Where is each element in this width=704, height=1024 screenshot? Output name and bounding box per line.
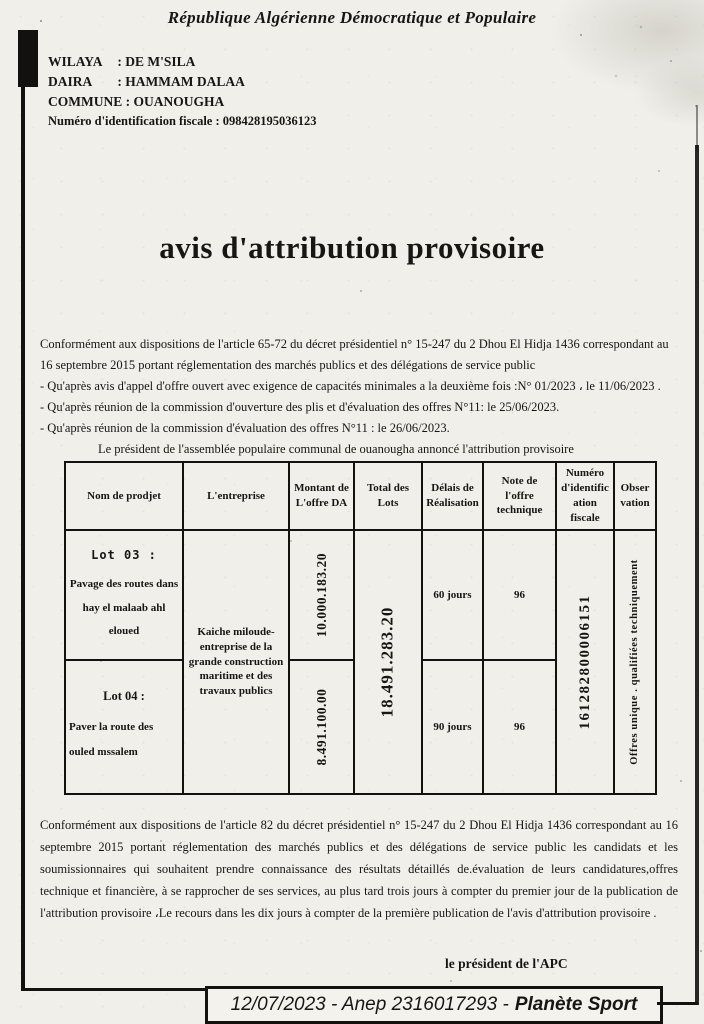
cell-entreprise: Kaiche miloude- entreprise de la grande construction maritime et des travaux publics: [183, 530, 289, 794]
intro-paragraphs: [40, 334, 676, 460]
publication-footer: [205, 986, 663, 1024]
commune-label: COMMUNE :: [48, 94, 131, 109]
cell-lot03-montant: [289, 530, 354, 660]
total-lots-value: 18.491.283.20: [377, 606, 397, 718]
document-title: avis d'attribution provisoire: [159, 230, 545, 265]
signature-text: le président de l'APC: [445, 956, 568, 971]
header-total-lots: Total des Lots: [354, 462, 422, 530]
scan-artifact-right-line-faint: [696, 105, 698, 150]
commune-row: [48, 92, 245, 112]
lot04-montant-value: 8.491.100.00: [313, 688, 329, 766]
fiscal-id-row: [48, 114, 317, 129]
scan-artifact-block: [18, 30, 38, 87]
footer-date-anep: 12/07/2023 - Anep 2316017293 -: [230, 994, 509, 1015]
cell-lot04-delais: 90 jours: [422, 660, 483, 794]
header-nom-de-projet: Nom de prodjet: [65, 462, 183, 530]
award-table: [64, 461, 657, 795]
footer-rule-left: [22, 988, 207, 991]
table-row-lot03: [65, 530, 656, 660]
commune-value: OUANOUGHA: [133, 94, 225, 109]
lot03-description: Pavage des routes dans hay el malaab ahl eloued: [69, 578, 179, 637]
observation-value: Offres unique . qualifiées techniquement: [629, 559, 641, 765]
header-numero-fiscal: Numéro d'identific ation fiscale: [556, 462, 614, 530]
republic-heading: République Algérienne Démocratique et Populaire: [167, 8, 537, 27]
cell-lot04-montant: [289, 660, 354, 794]
wilaya-label: WILAYA: [48, 54, 103, 69]
daira-value: : HAMMAM DALAA: [117, 74, 245, 89]
fiscal-id-label: Numéro d'identification fiscale :: [48, 114, 220, 128]
signature-line: [0, 956, 704, 972]
header-observation: Obser vation: [614, 462, 656, 530]
admin-block: [48, 52, 245, 112]
header-montant: Montant de L'offre DA: [289, 462, 354, 530]
intro-line-1: Conformément aux dispositions de l'article 65-72 du décret présidentiel n° 15-247 du 2 Dhou El Hidja 1436 correspondant au 16 septembre 2015 portant réglementation des marchés publics et des délégations de service public: [40, 337, 669, 372]
table-header-row: [65, 462, 656, 530]
cell-lot03-name: [65, 530, 183, 660]
scan-artifact-left-line: [21, 85, 25, 991]
daira-label: DAIRA: [48, 74, 93, 89]
cell-lot04-note: 96: [483, 660, 556, 794]
intro-line-3: - Qu'après réunion de la commission d'ouverture des plis et d'évaluation des offres N°11: le 25/06/2023.: [40, 400, 560, 414]
closing-paragraph: Conformément aux dispositions de l'article 82 du décret présidentiel n° 15-247 du 2 Dhou El Hidja 1436 correspondant au 16 septembre 2015 portant réglementation des marchés publics et des délégations de service public les candidats et les soumissionnaires qui souhaitent prendre connaissance des résultats détaillés de.évaluation de leurs candidatures,offres technique et financière, à se rapprocher de ses services, au plus tard trois jours à compter du premier jour de la publication de l'attribution provisoire ،Le recours dans les dix jours à compter de la première publication de l'avis d'attribution provisoire .: [40, 818, 678, 920]
cell-observation: [614, 530, 656, 794]
wilaya-value: : DE M'SILA: [117, 54, 196, 69]
scan-artifact-right-line: [695, 145, 699, 1005]
daira-row: [48, 72, 245, 92]
cell-numero-fiscal: [556, 530, 614, 794]
cell-total-lots: [354, 530, 422, 794]
intro-line-4: - Qu'après réunion de la commission d'évaluation des offres N°11 : le 26/06/2023.: [40, 421, 450, 435]
cell-lot04-name: [65, 660, 183, 794]
intro-line-5: Le président de l'assemblée populaire communal de ouanougha annoncé l'attribution provisoire: [98, 442, 574, 456]
numero-fiscal-value: 161282800006151: [576, 594, 593, 730]
lot03-montant-value: 10.000.183.20: [313, 552, 329, 638]
footer-brand: Planète Sport: [514, 994, 638, 1015]
header-entreprise: L'entreprise: [183, 462, 289, 530]
header-note-technique: Note de l'offre technique: [483, 462, 556, 530]
lot04-title: Lot 04 :: [103, 689, 145, 704]
intro-line-2: - Qu'après avis d'appel d'offre ouvert avec exigence de capacités minimales a la deuxième fois :N° 01/2023 ، le 11/06/2023 .: [40, 379, 661, 393]
cell-lot03-delais: 60 jours: [422, 530, 483, 660]
lot04-description: Paver la route des ouled mssalem: [69, 721, 154, 759]
cell-lot03-note: 96: [483, 530, 556, 660]
wilaya-row: [48, 52, 245, 72]
footer-rule-right: [657, 1002, 698, 1005]
header-delais: Délais de Réalisation: [422, 462, 483, 530]
lot03-title: Lot 03 :: [91, 548, 157, 563]
fiscal-id-value: 098428195036123: [222, 114, 317, 128]
